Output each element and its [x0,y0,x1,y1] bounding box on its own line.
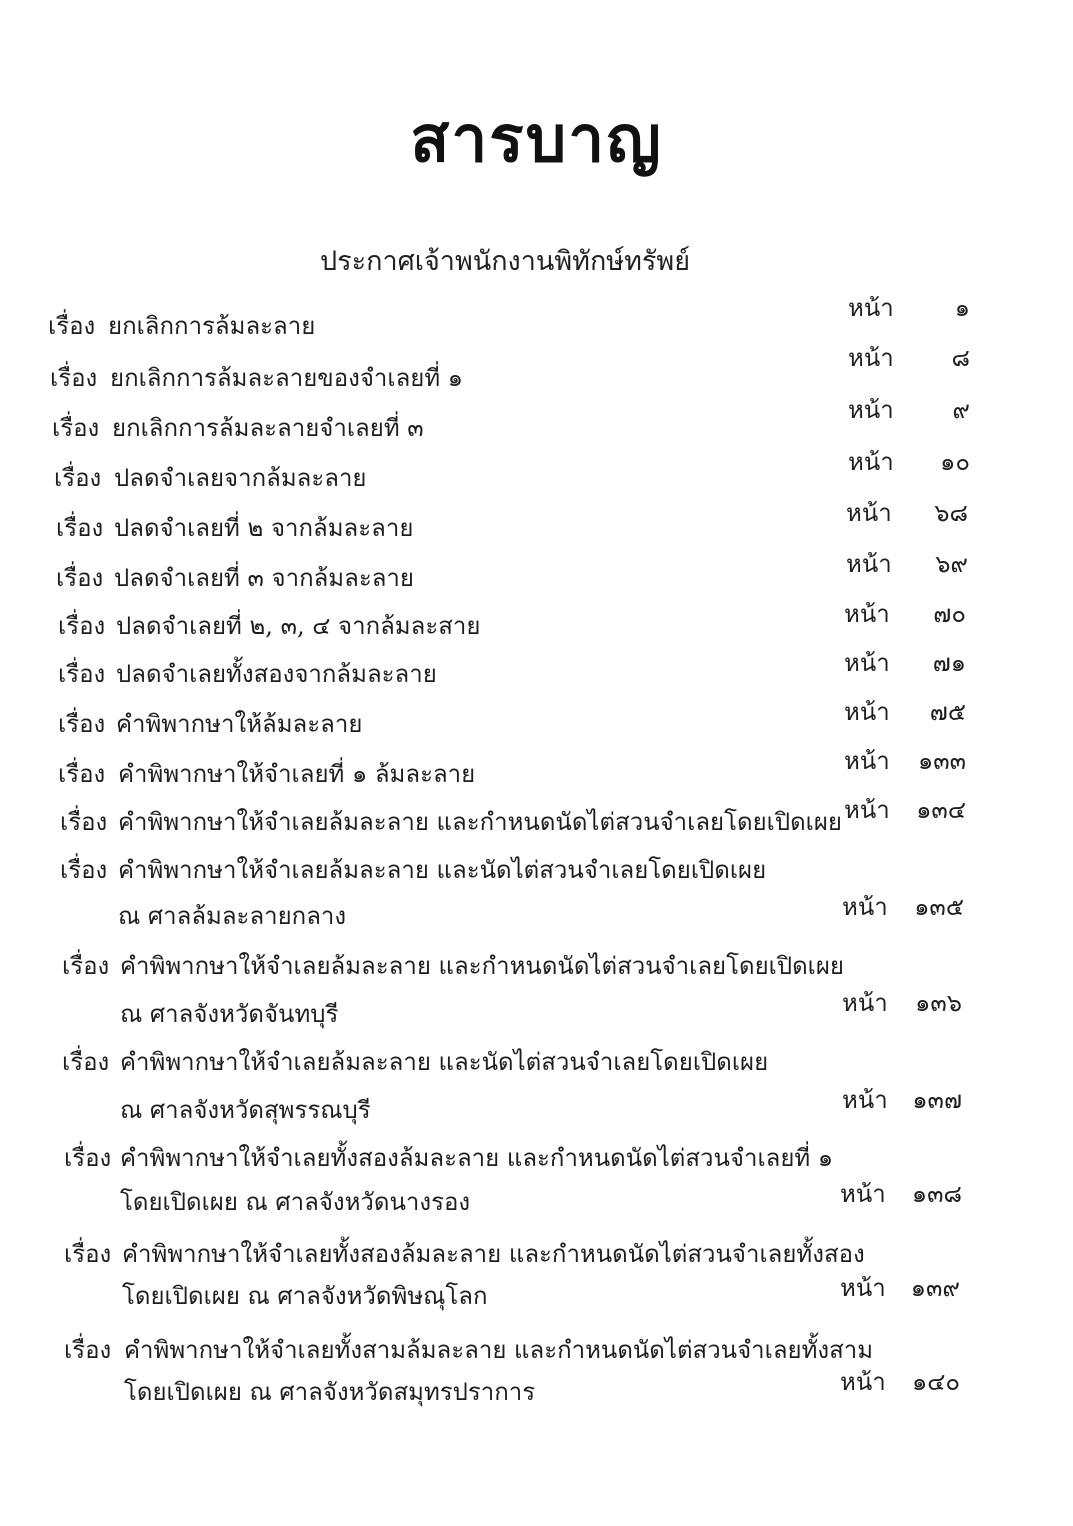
page-number: ๑๓๖ [915,989,962,1017]
page-label: หน้า [840,1180,886,1208]
entry-title-continuation: โดยเปิดเผย ณ ศาลจังหวัดนางรอง [120,1188,471,1216]
entry-title: ยกเลิกการล้มละลายของจำเลยที่ ๑ [110,364,464,392]
entry-title: ปลดจำเลยทั้งสองจากล้มละลาย [116,660,437,688]
entry-label: เรื่อง [58,660,106,688]
entry-label: เรื่อง [64,1240,112,1268]
entry-title: คำพิพากษาให้จำเลยทั้งสองล้มละลาย และกำหนดนัดไต่สวนจำเลยที่ ๑ [120,1144,834,1172]
page-label: หน้า [842,989,888,1017]
entry-title: คำพิพากษาให้จำเลยล้มละลาย และกำหนดนัดไต่สวนจำเลยโดยเปิดเผย [118,808,842,836]
page-number: ๑๓๗ [912,1086,962,1114]
page-number: ๑๐ [940,448,970,476]
entry-label: เรื่อง [64,1336,112,1364]
page-number: ๖๙ [935,550,968,578]
entry-title-continuation: ณ ศาลล้มละลายกลาง [118,902,347,930]
entry-label: เรื่อง [62,1048,110,1076]
page-label: หน้า [844,796,890,824]
page-number: ๑๓๓ [917,747,966,775]
entry-label: เรื่อง [50,364,98,392]
page-number: ๗๐ [933,600,966,628]
page-label: หน้า [844,600,890,628]
page-label: หน้า [840,1274,886,1302]
entry-label: เรื่อง [58,760,106,788]
page-label: หน้า [848,448,894,476]
entry-title: ปลดจำเลยที่ ๒ จากล้มละลาย [114,514,414,542]
page-label: หน้า [846,499,892,527]
page-number: ๑๓๙ [910,1274,960,1302]
entry-label: เรื่อง [56,564,104,592]
page-label: หน้า [844,649,890,677]
entry-title: ยกเลิกการล้มละลายจำเลยที่ ๓ [112,414,424,442]
page-label: หน้า [844,747,890,775]
page-title: สารบาญ [410,103,663,177]
entry-title-continuation: โดยเปิดเผย ณ ศาลจังหวัดสมุทรปราการ [124,1378,536,1406]
entry-title: คำพิพากษาให้จำเลยที่ ๑ ล้มละลาย [118,760,476,788]
page-number: ๙ [952,396,970,424]
entry-title: คำพิพากษาให้จำเลยล้มละลาย และนัดไต่สวนจำเลยโดยเปิดเผย [118,856,767,884]
entry-title-continuation: ณ ศาลจังหวัดสุพรรณบุรี [120,1096,371,1124]
page-label: หน้า [848,344,894,372]
entry-label: เรื่อง [58,710,106,738]
entry-label: เรื่อง [60,808,108,836]
page-label: หน้า [840,1368,886,1396]
entry-label: เรื่อง [64,1144,112,1172]
entry-title: ปลดจำเลยที่ ๓ จากล้มละลาย [114,564,414,592]
entry-title: ยกเลิกการล้มละลาย [108,312,316,340]
page-number: ๗๕ [929,698,966,726]
page-label: หน้า [842,1086,888,1114]
entry-label: เรื่อง [56,514,104,542]
entry-label: เรื่อง [48,312,96,340]
entry-title: คำพิพากษาให้จำเลยทั้งสองล้มละลาย และกำหนดนัดไต่สวนจำเลยทั้งสอง [122,1240,865,1268]
entry-label: เรื่อง [62,952,110,980]
entry-title: คำพิพากษาให้จำเลยล้มละลาย และนัดไต่สวนจำเลยโดยเปิดเผย [120,1048,769,1076]
page-number: ๑ [954,294,970,322]
entry-label: เรื่อง [52,414,100,442]
page-label: หน้า [846,550,892,578]
entry-title: ปลดจำเลยจากล้มละลาย [114,464,367,492]
entry-title: คำพิพากษาให้จำเลยทั้งสามล้มละลาย และกำหนดนัดไต่สวนจำเลยทั้งสาม [124,1336,874,1364]
page-number: ๘ [951,344,970,372]
page-number: ๑๓๘ [911,1180,962,1208]
page-number: ๑๔๐ [911,1368,960,1396]
entry-title: ปลดจำเลยที่ ๒, ๓, ๔ จากล้มละสาย [116,612,481,640]
page-number: ๑๓๔ [916,796,966,824]
page-label: หน้า [848,396,894,424]
page-label: หน้า [842,893,888,921]
entry-title: คำพิพากษาให้จำเลยล้มละลาย และกำหนดนัดไต่สวนจำเลยโดยเปิดเผย [120,952,844,980]
page-number: ๗๑ [932,649,966,677]
entry-title: คำพิพากษาให้ล้มละลาย [116,710,363,738]
entry-title-continuation: โดยเปิดเผย ณ ศาลจังหวัดพิษณุโลก [122,1282,488,1310]
page-label: หน้า [848,294,894,322]
page-label: หน้า [844,698,890,726]
entry-title-continuation: ณ ศาลจังหวัดจันทบุรี [120,1000,339,1028]
page-number: ๖๘ [934,499,968,527]
section-subtitle: ประกาศเจ้าพนักงานพิทักษ์ทรัพย์ [319,246,691,277]
entry-label: เรื่อง [58,612,106,640]
entry-label: เรื่อง [54,464,102,492]
page-number: ๑๓๕ [914,893,964,921]
entry-label: เรื่อง [60,856,108,884]
